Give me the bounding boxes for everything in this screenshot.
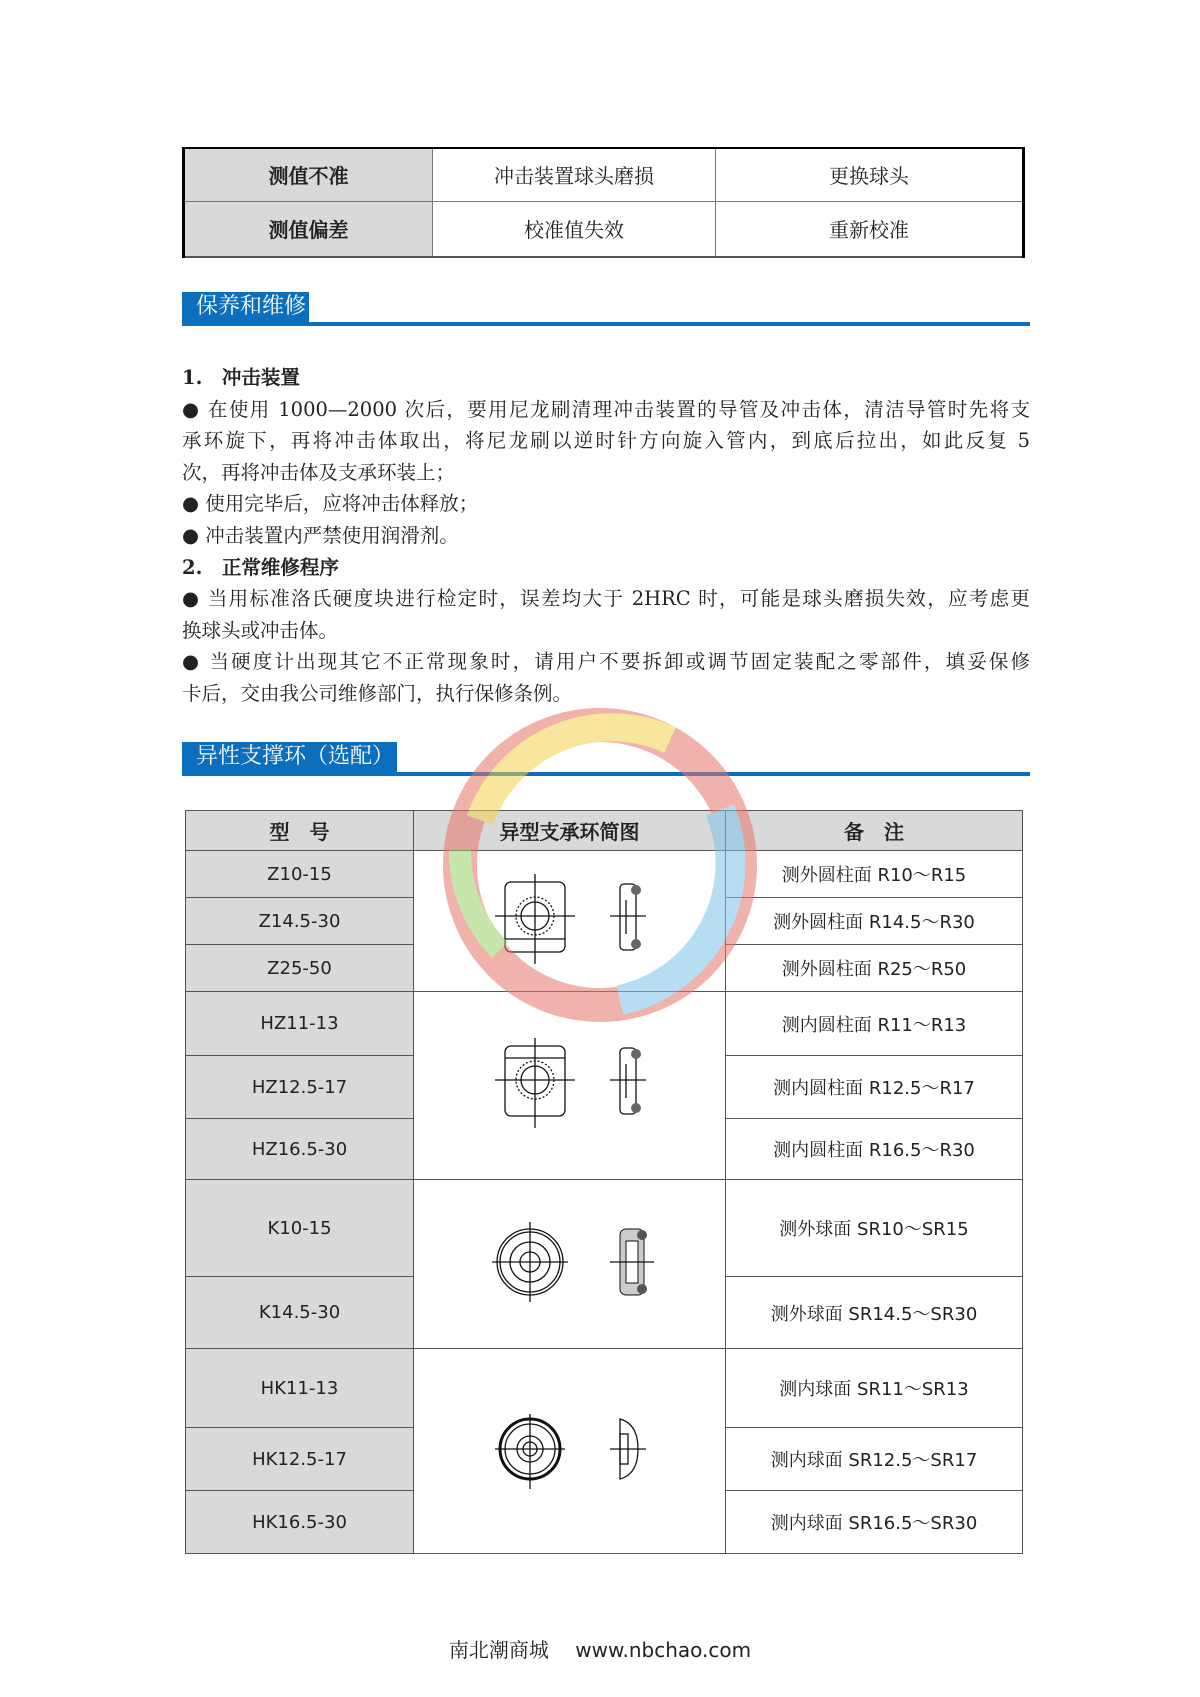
header-diagram: 异型支承环简图 [414, 811, 726, 851]
footer: 南北潮商城 www.nbchao.com [448, 1638, 752, 1662]
model-cell: Z10-15 [186, 851, 414, 898]
diagram-cell [414, 1349, 726, 1554]
ring-diagram-k [470, 1217, 670, 1307]
table-row [186, 992, 1023, 1056]
maintenance-body [182, 362, 1030, 710]
remedy-cell: 重新校准 [716, 201, 1024, 257]
paragraph-line: 承环旋下，再将冲击体取出，将尼龙刷以逆时针方向旋入管内，到底后拉出，如此反复 5 [182, 429, 1030, 453]
paragraph-line: 换球头或冲击体。 [182, 618, 339, 642]
model-cell: HK16.5-30 [186, 1491, 414, 1554]
model-cell: Z14.5-30 [186, 898, 414, 945]
model-cell: K14.5-30 [186, 1277, 414, 1349]
ring-diagram-hz [470, 1038, 670, 1128]
subheading: 1. 冲击装置 [182, 366, 300, 389]
model-cell: HK12.5-17 [186, 1428, 414, 1491]
note-cell: 测外球面 SR14.5～SR30 [726, 1277, 1023, 1349]
note-cell: 测外圆柱面 R25～R50 [726, 945, 1023, 992]
cause-cell: 冲击装置球头磨损 [433, 148, 716, 201]
note-cell: 测外圆柱面 R14.5～R30 [726, 898, 1023, 945]
remedy-cell: 更换球头 [716, 148, 1024, 201]
symptom-cell: 测值偏差 [184, 201, 433, 257]
support-ring-table [185, 810, 1023, 1554]
note-cell: 测内球面 SR11～SR13 [726, 1349, 1023, 1428]
note-cell: 测内球面 SR16.5～SR30 [726, 1491, 1023, 1554]
note-cell: 测内圆柱面 R16.5～R30 [726, 1119, 1023, 1180]
diagram-cell [414, 992, 726, 1180]
model-cell: HZ12.5-17 [186, 1056, 414, 1119]
header-model: 型 号 [186, 811, 414, 851]
table-row [186, 1180, 1023, 1277]
section-heading-support-rings [182, 742, 1030, 776]
table-row [186, 851, 1023, 898]
model-cell: Z25-50 [186, 945, 414, 992]
section-title: 保养和维修 [182, 292, 309, 322]
model-cell: K10-15 [186, 1180, 414, 1277]
subheading: 2. 正常维修程序 [182, 555, 339, 579]
diagram-cell [414, 851, 726, 992]
fault-table [182, 147, 1025, 258]
note-cell: 测内球面 SR12.5～SR17 [726, 1428, 1023, 1491]
paragraph-line: 卡后，交由我公司维修部门，执行保修条例。 [182, 681, 573, 705]
diagram-cell [414, 1180, 726, 1349]
paragraph-line: ● 在使用 1000—2000 次后，要用尼龙刷清理冲击装置的导管及冲击体，清洁导管时先将支 [182, 397, 1030, 421]
header-note: 备 注 [726, 811, 1023, 851]
paragraph-line: ● 当用标准洛氏硬度块进行检定时，误差均大于 2HRC 时，可能是球头磨损失效，应考虑更 [182, 587, 1030, 611]
paragraph-line: 次，再将冲击体及支承环装上； [182, 460, 456, 484]
section-title: 异性支撑环（选配） [182, 742, 397, 772]
note-cell: 测外球面 SR10～SR15 [726, 1180, 1023, 1277]
note-cell: 测内圆柱面 R11～R13 [726, 992, 1023, 1056]
model-cell: HK11-13 [186, 1349, 414, 1428]
section-heading-maintenance [182, 292, 1030, 326]
model-cell: HZ16.5-30 [186, 1119, 414, 1180]
note-cell: 测外圆柱面 R10～R15 [726, 851, 1023, 898]
model-cell: HZ11-13 [186, 992, 414, 1056]
ring-diagram-hk [470, 1404, 670, 1494]
paragraph-line: ● 当硬度计出现其它不正常现象时，请用户不要拆卸或调节固定装配之零部件，填妥保修 [182, 650, 1030, 674]
table-row [184, 201, 1024, 257]
table-row [186, 1349, 1023, 1428]
symptom-cell: 测值不准 [184, 148, 433, 201]
cause-cell: 校准值失效 [433, 201, 716, 257]
ring-diagram-z [470, 874, 670, 964]
paragraph-line: ● 冲击装置内严禁使用润滑剂。 [182, 523, 459, 547]
table-header-row [186, 811, 1023, 851]
table-row [184, 148, 1024, 201]
paragraph-line: ● 使用完毕后，应将冲击体释放； [182, 492, 479, 516]
note-cell: 测内圆柱面 R12.5～R17 [726, 1056, 1023, 1119]
